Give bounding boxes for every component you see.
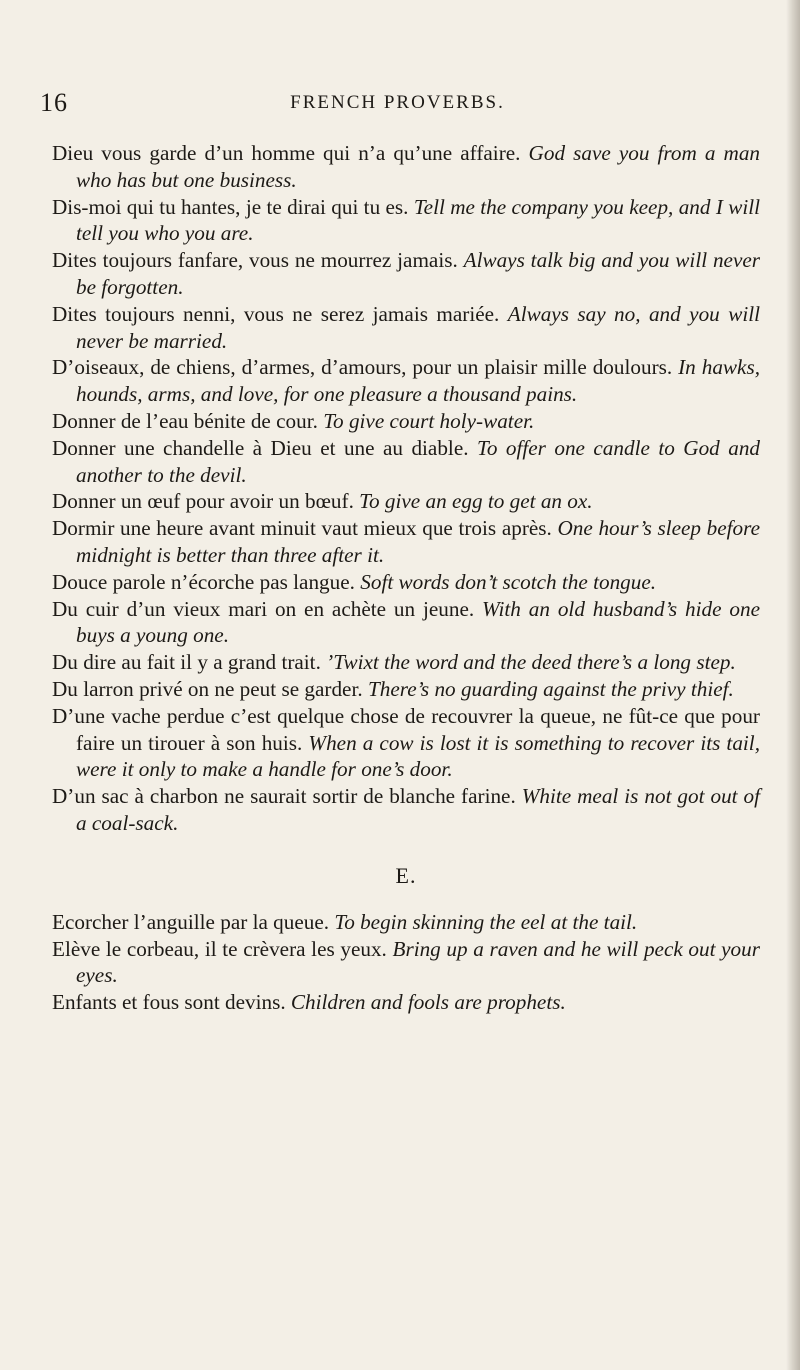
page-number: 16 [40, 88, 68, 117]
proverb-french: Dis-moi qui tu hantes, je te dirai qui tu es. [52, 194, 409, 219]
proverb-list [52, 140, 760, 1016]
proverb-entry [52, 649, 760, 676]
proverb-french: Dites toujours nenni, vous ne serez jamais mariée. [52, 301, 500, 326]
proverb-entry [52, 408, 760, 435]
proverb-french: Du cuir d’un vieux mari on en achète un jeune. [52, 596, 475, 621]
proverb-entry [52, 354, 760, 408]
proverb-entry [52, 596, 760, 650]
proverb-english: Tell me the company you keep, and I will tell you who you are. [76, 194, 761, 246]
proverb-english: In hawks, hounds, arms, and love, for one pleasure a thousand pains. [76, 355, 760, 407]
proverb-french: Donner un œuf pour avoir un bœuf. [52, 489, 354, 514]
page-edge-shadow [786, 0, 800, 1370]
proverb-english: With an old husband’s hide one buys a young one. [76, 596, 761, 648]
proverb-entry [52, 301, 760, 355]
proverb-french: Ecorcher l’anguille par la queue. [52, 909, 330, 934]
proverb-french: Enfants et fous sont devins. [52, 990, 286, 1015]
proverb-entry [52, 703, 760, 783]
proverb-french: D’une vache perdue c’est quelque chose de recouvrer la queue, ne fût-ce que pour faire un tirouer à son huis. [52, 703, 760, 755]
proverb-english: ’Twixt the word and the deed there’s a long step. [326, 650, 736, 675]
proverb-english: Bring up a raven and he will peck out your eyes. [76, 936, 760, 988]
proverb-english: White meal is not got out of a coal-sack. [76, 784, 760, 835]
page-header [40, 88, 755, 120]
proverb-entry [52, 488, 760, 515]
proverb-entry [52, 140, 760, 194]
proverb-entry [52, 194, 760, 248]
proverb-english: To give court holy-water. [323, 408, 535, 433]
proverb-entry [52, 989, 760, 1016]
proverb-french: Elève le corbeau, il te crèvera les yeux. [52, 936, 387, 961]
proverb-entry [52, 936, 760, 990]
proverb-french: D’oiseaux, de chiens, d’armes, d’amours, pour un plaisir mille doulours. [52, 355, 673, 380]
proverb-english: Always talk big and you will never be forgotten. [76, 248, 760, 299]
proverb-english: To begin skinning the eel at the tail. [334, 909, 638, 934]
proverb-french: Dormir une heure avant minuit vaut mieux que trois après. [52, 516, 552, 541]
proverb-french: Donner de l’eau bénite de cour. [52, 408, 318, 433]
proverb-entry [52, 515, 760, 569]
running-title: FRENCH PROVERBS. [290, 92, 505, 113]
proverb-french: D’un sac à charbon ne saurait sortir de blanche farine. [52, 784, 516, 809]
proverb-english: When a cow is lost it is something to recover its tail, were it only to make a handle for one’s door. [76, 730, 760, 782]
proverb-english: To give an egg to get an ox. [359, 489, 593, 514]
proverb-entry [52, 435, 760, 489]
proverb-english: Always say no, and you will never be married. [76, 301, 760, 353]
proverb-french: Du dire au fait il y a grand trait. [52, 650, 321, 675]
proverb-entry [52, 247, 760, 301]
proverb-english: One hour’s sleep before midnight is better than three after it. [76, 516, 761, 567]
proverb-english: Soft words don’t scotch the tongue. [360, 569, 657, 594]
proverb-entry [52, 569, 760, 596]
proverb-entry [52, 909, 760, 936]
proverb-english: God save you from a man who has but one business. [76, 141, 761, 192]
proverb-english: To offer one candle to God and another to the devil. [76, 435, 761, 487]
section-heading-e: E. [395, 862, 417, 888]
proverb-english: There’s no guarding against the privy thief. [367, 676, 734, 701]
proverb-french: Dites toujours fanfare, vous ne mourrez jamais. [52, 248, 458, 273]
proverb-entry [52, 783, 760, 837]
proverb-french: Douce parole n’écorche pas langue. [52, 569, 355, 594]
proverb-english: Children and fools are prophets. [290, 990, 566, 1015]
proverb-french: Dieu vous garde d’un homme qui n’a qu’une affaire. [52, 141, 521, 165]
proverb-entry [52, 676, 760, 703]
proverb-french: Du larron privé on ne peut se garder. [52, 676, 363, 701]
proverb-french: Donner une chandelle à Dieu et une au diable. [52, 435, 469, 460]
